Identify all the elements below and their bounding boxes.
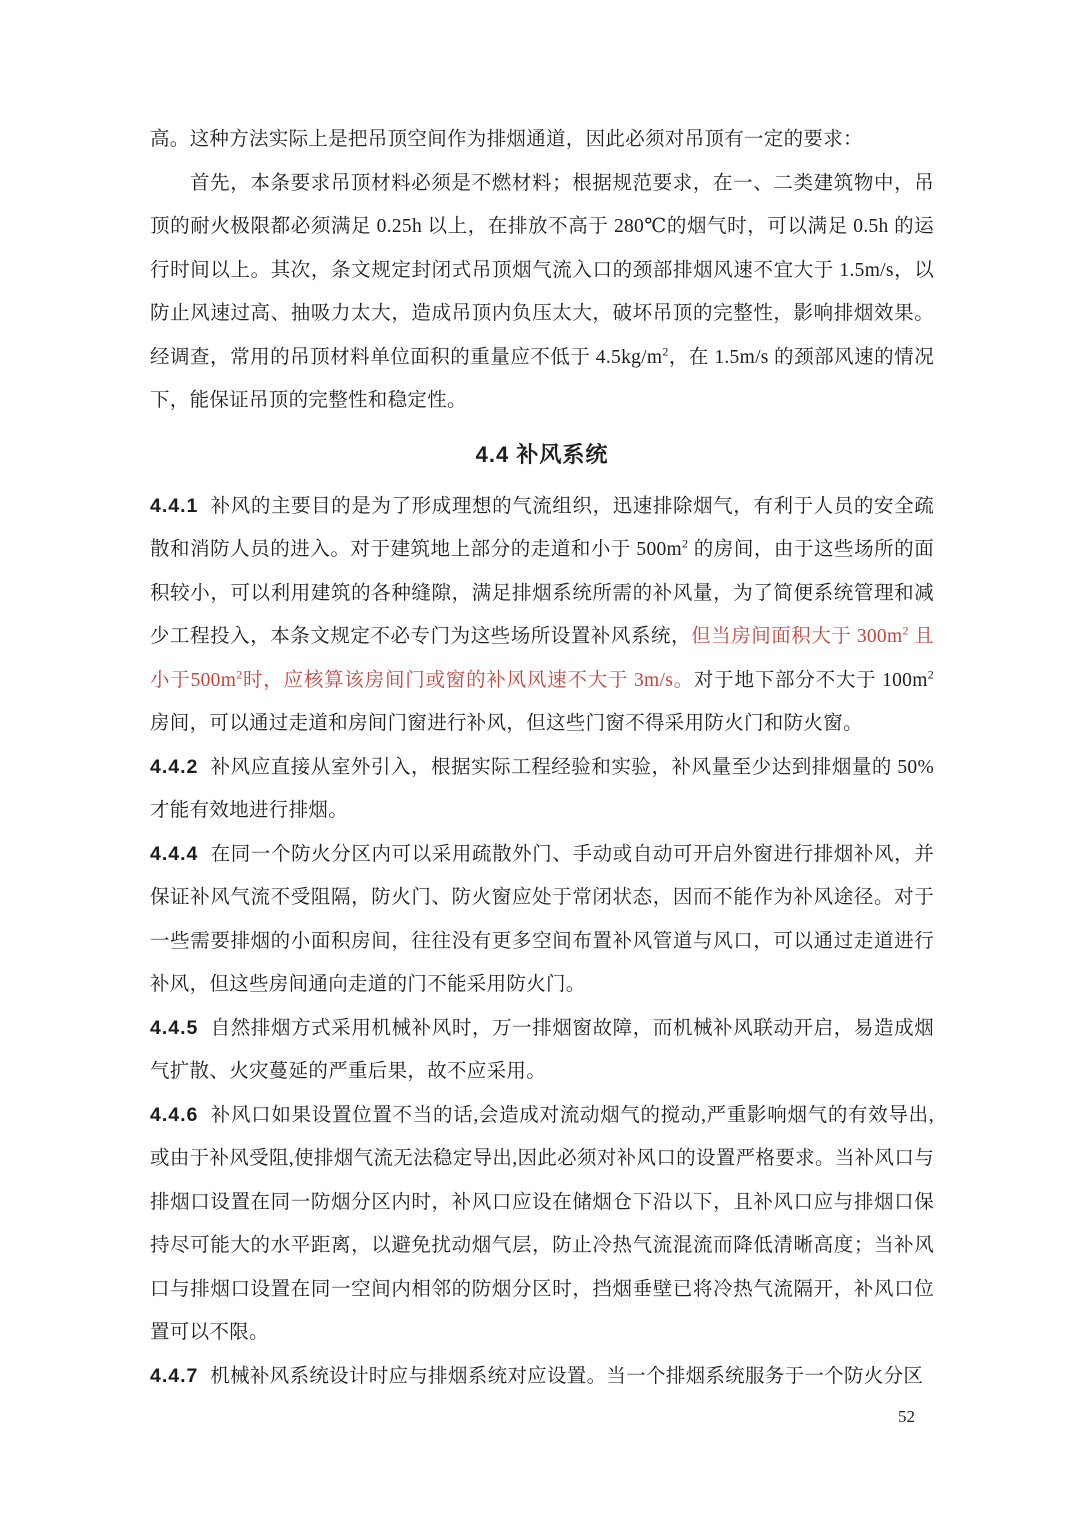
emphasis-text: 且小于500m bbox=[150, 626, 934, 691]
clause-number: 4.4.2 bbox=[150, 755, 199, 778]
superscript: 2 bbox=[662, 344, 669, 358]
text-run: 在同一个防火分区内可以采用疏散外门、手动或自动可开启外窗进行排烟补风，并保证补风气流不受阻隔，防火门、防火窗应处于常闭状态，因而不能作为补风途径。对于一些需要排烟的小面积房间，往往没有更多空间布置补风管道与风口，可以通过走道进行补风，但这些房间通向走道的门不能采用防火门。 bbox=[150, 843, 934, 995]
clause-4-4-7 bbox=[150, 1355, 934, 1399]
clause-4-4-5 bbox=[150, 1007, 934, 1094]
text-run: 补风应直接从室外引入，根据实际工程经验和实验，补风量至少达到排烟量的 50%才能有效地进行排烟。 bbox=[150, 756, 934, 821]
text-run: ，在 1.5m/s 的颈部风速的情况下，能保证吊顶的完整性和稳定性。 bbox=[150, 346, 934, 411]
emphasis-text: 时，应核算该房间门或窗的补风风速不大于 3m/s。 bbox=[242, 669, 694, 691]
text-run: 房间，可以通过走道和房间门窗进行补风，但这些门窗不得采用防火门和防火窗。 bbox=[150, 713, 863, 734]
superscript: 2 bbox=[682, 536, 689, 551]
section-heading: 4.4 补风系统 bbox=[475, 441, 609, 467]
clause-4-4-4 bbox=[150, 833, 934, 1007]
page-number: 52 bbox=[898, 1407, 915, 1426]
text-run: 自然排烟方式采用机械补风时，万一排烟窗故障，而机械补风联动开启，易造成烟气扩散、火灾蔓延的严重后果，故不应采用。 bbox=[150, 1017, 934, 1082]
text-run: 首先，本条要求吊顶材料必须是不燃材料；根据规范要求，在一、二类建筑物中，吊顶的耐火极限都必须满足 0.25h 以上，在排放不高于 280℃的烟气时，可以满足 0.5h 的运行时间以上。其次，条文规定封闭式吊顶烟气流入口的颈部排烟风速不宜大于 1.5m/s，以防止风速过高、抽吸力太大，造成吊顶内负压太大，破坏吊顶的完整性，影响排烟效果。经调查，常用的吊顶材料单位面积的重量应不低于 4.5kg/m bbox=[150, 172, 934, 368]
superscript: 2 bbox=[927, 667, 934, 681]
document-body bbox=[150, 118, 934, 1398]
clause-number: 4.4.7 bbox=[150, 1364, 199, 1387]
paragraph-ceiling-requirements bbox=[150, 162, 934, 423]
text-run: 机械补风系统设计时应与排烟系统对应设置。当一个排烟系统服务于一个防火分区 bbox=[210, 1365, 924, 1387]
text-run: 补风的主要目的是为了形成理想的气流组织，迅速排除烟气，有利于人员的安全疏散和消防人员的进入。对于建筑地上部分的走道和小于 500m bbox=[150, 495, 934, 560]
text-run: 补风口如果设置位置不当的话,会造成对流动烟气的搅动,严重影响烟气的有效导出,或由于补风受阻,使排烟气流无法稳定导出,因此必须对补风口的设置严格要求。当补风口与排烟口设置在同一防烟分区内时，补风口应设在储烟仓下沿以下，且补风口应与排烟口保持尽可能大的水平距离，以避免扰动烟气层，防止冷热气流混流而降低清晰高度；当补风口与排烟口设置在同一空间内相邻的防烟分区时，挡烟垂壁已将冷热气流隔开，补风口位置可以不限。 bbox=[150, 1104, 934, 1343]
text-run: 高。这种方法实际上是把吊顶空间作为排烟通道，因此必须对吊顶有一定的要求： bbox=[150, 129, 863, 150]
clause-4-4-6 bbox=[150, 1094, 934, 1355]
superscript: 2 bbox=[236, 667, 243, 681]
clause-number: 4.4.1 bbox=[150, 494, 199, 517]
clause-number: 4.4.4 bbox=[150, 842, 199, 865]
clause-number: 4.4.6 bbox=[150, 1103, 199, 1126]
text-run: 对于地下部分不大于 100m bbox=[693, 669, 928, 691]
paragraph-continuation bbox=[150, 118, 934, 162]
text-run: 的房间，由于这些场所的面积较小，可以利用建筑的各种缝隙，满足排烟系统所需的补风量，为了简便系统管理和减少工程投入，本条文规定不必专门为这些场所设置补风系统， bbox=[150, 539, 934, 647]
clause-4-4-1 bbox=[150, 485, 934, 746]
clause-number: 4.4.5 bbox=[150, 1016, 199, 1039]
clause-4-4-2 bbox=[150, 746, 934, 833]
superscript: 2 bbox=[902, 623, 909, 638]
emphasis-text: 但当房间面积大于 300m bbox=[691, 626, 903, 647]
